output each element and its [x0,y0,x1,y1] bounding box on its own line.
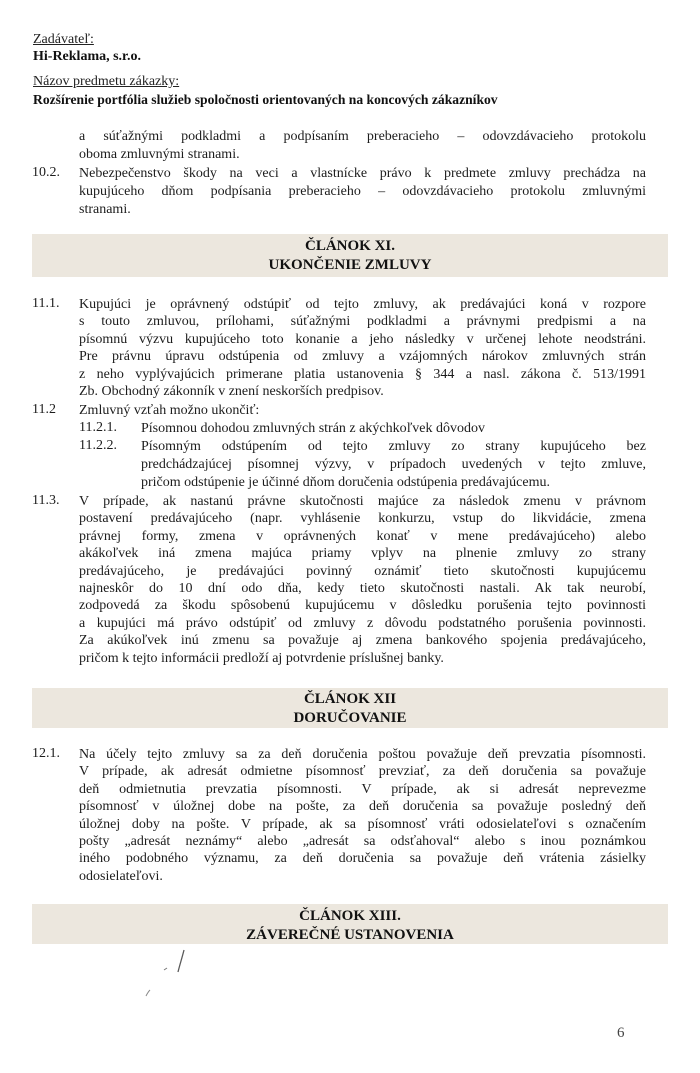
clause-11-1 [79,296,646,400]
clause-10-2-line: Nebezpečenstvo škody na veci a vlastnícke právo k predmete zmluvy prechádza na [79,166,646,181]
article-subtitle: ZÁVEREČNÉ USTANOVENIA [246,927,454,943]
clause-line: zodpovedá za škodu spôsobenú kupujúcemu v dôsledku porušenia tejto povinnosti [79,598,646,614]
clause-line: deň odmietnutia prevzatia písomnosti. V prípade, ak si adresát neprevezme [79,781,646,797]
clause-10-2-line: stranami. [79,202,131,217]
subclause-11-2-2-line: predchádzajúcej písomnej výzvy, v prípadoch uvedených v tejto zmluve, [141,457,646,472]
clause-number: 12.1. [32,746,60,761]
clause-line: pričom k tejto informácii predloží aj potvrdenie príslušnej banky. [79,650,444,666]
contracting-authority-label: Zadávateľ: [33,32,94,47]
subclause-number: 11.2.2. [79,438,117,453]
contract-subject-name: Rozšírenie portfólia služieb spoločnosti orientovaných na koncových zákazníkov [33,92,498,107]
clause-number: 11.2 [32,402,56,417]
page-number: 6 [617,1025,625,1041]
clause-line: akákoľvek iná zmena majúca priamy vplyv na plnenie zmluvy zo strany [79,546,646,562]
clause-line: predávajúceho, je predávajúci povinný oznámiť tieto skutočnosti kupujúcemu [79,563,646,579]
clause-line: iného podobného významu, za deň doručenia sa považuje deň vrátenia zásielky [79,851,646,867]
clause-line: z neho vyplývajúcich primerane platia ustanovenia § 344 a nasl. zákona č. 513/1991 [79,366,646,382]
clause-number: 10.2. [32,165,60,180]
subclause-11-2-1-text: Písomnou dohodou zmluvných strán z akýchkoľvek dôvodov [141,421,485,436]
clause-line: úložnej doby na pošte. V prípade, ak sa písomnosť vráti odosielateľovi s označením [79,816,646,832]
clause-line: právnej formy, zmena v oprávnených konať v mene predávajúceho) alebo [79,528,646,544]
clause-11-3 [79,493,646,667]
pen-mark [140,944,200,1004]
clause-line: a kupujúci má právo odstúpiť od zmluvy z dôvodu podstatného porušenia povinnosti. [79,615,646,631]
clause-line: najneskôr do 10 dní odo dňa, kedy tieto skutočnosti nastali. Ak tak neurobí, [79,581,646,597]
article-title: ČLÁNOK XIII. [299,908,401,924]
subclause-11-2-2-line: Písomným odstúpením od tejto zmluvy zo strany kupujúceho bez [141,439,646,454]
article-title: ČLÁNOK XII [303,691,397,707]
article-title: ČLÁNOK XI. [304,238,395,254]
clause-line: postavení predávajúceho (napr. vyhlásenie konkurzu, vstup do likvidácie, zmena [79,511,646,527]
article-subtitle: DORUČOVANIE [293,710,407,726]
article-xii-heading [32,688,668,728]
clause-number: 11.1. [32,296,60,311]
contract-subject-label: Názov predmetu zákazky: [33,74,180,89]
contracting-authority-name: Hi-Reklama, s.r.o. [33,49,141,64]
clause-line: Za akúkoľvek inú zmenu sa považuje aj zmena bankového spojenia predávajúceho, [79,633,646,649]
clause-number: 11.3. [32,493,60,508]
clause-10-2-line: kupujúceho dňom podpísania preberacieho – odovzdávacieho protokolu zmluvnými [79,184,646,199]
subclause-11-2-2-line: pričom odstúpenie je účinné dňom doručenia odstúpenia predávajúcemu. [141,475,550,490]
clause-line: V prípade, ak adresát odmietne písomnosť prevziať, za deň doručenia sa považuje [79,764,646,780]
clause-11-2-line: Zmluvný vzťah možno ukončiť: [79,403,260,418]
continuation-line: oboma zmluvnými stranami. [79,147,240,162]
article-xiii-heading [32,904,668,944]
article-subtitle: UKONČENIE ZMLUVY [268,257,432,273]
subclause-number: 11.2.1. [79,420,117,435]
clause-line: Pre právnu úpravu odstúpenia od zmluvy a vzájomných nárokov zmluvných strán [79,349,646,365]
article-xi-heading [32,234,668,277]
clause-line: písomnú výzvu kupujúceho toto konanie a jeho následky v určenej lehote neodstráni. [79,331,646,347]
clause-line: V prípade, ak nastanú právne skutočnosti majúce za následok zmenu v právnom [79,494,646,509]
clause-line: odosielateľovi. [79,868,163,884]
clause-line: s touto zmluvou, prílohami, súťažnými podkladmi a právnymi predpismi a na [79,314,646,330]
clause-line: písomnosť v úložnej dobe na pošte, za deň doručenia sa považuje posledný deň [79,799,646,815]
continuation-line: a súťažnými podkladmi a podpísaním preberacieho – odovzdávacieho protokolu [79,129,646,144]
clause-line: Na účely tejto zmluvy sa za deň doručenia poštou považuje deň prevzatia písomnosti. [79,747,646,762]
clause-line: Kupujúci je oprávnený odstúpiť od tejto zmluvy, ak predávajúci koná v rozpore [79,297,646,312]
clause-line: pošty „adresát neznámy“ alebo „adresát sa odsťahoval“ alebo s inou poznámkou [79,834,646,850]
clause-12-1 [79,746,646,885]
clause-line: Zb. Obchodný zákonník v znení neskorších predpisov. [79,384,384,400]
